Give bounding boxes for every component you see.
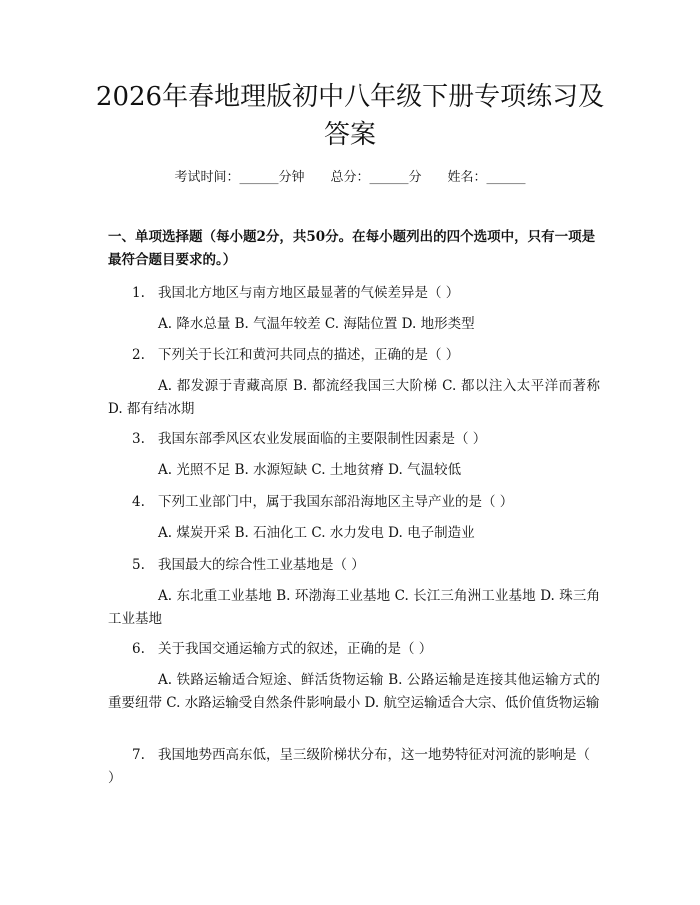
exam-meta	[0, 168, 700, 188]
question-stem	[108, 491, 600, 514]
question-number: 5.	[132, 557, 145, 573]
question-text: 关于我国交通运输方式的叙述，正确的是（ ）	[158, 641, 433, 657]
question-number: 7.	[132, 747, 145, 763]
question-options: A. 东北重工业基地 B. 环渤海工业基地 C. 长江三角洲工业基地 D. 珠三角工业基地	[108, 588, 600, 627]
question-stem	[108, 282, 600, 305]
question-options: A. 光照不足 B. 水源短缺 C. 土地贫瘠 D. 气温较低	[158, 462, 462, 478]
total-score-field: 总分：______分	[330, 170, 422, 185]
question-number: 1.	[132, 285, 145, 301]
question-options: A. 铁路运输适合短途、鲜活货物运输 B. 公路运输是连接其他运输方式的重要纽带 C. 水路运输受自然条件影响最小 D. 航空运输适合大宗、低价值货物运输	[108, 672, 600, 711]
question-text: 我国地势西高东低，呈三级阶梯状分布，这一地势特征对河流的影响是（ ）	[108, 747, 590, 786]
question-stem	[108, 554, 600, 577]
question-number: 4.	[132, 494, 145, 510]
question-number: 6.	[132, 641, 145, 657]
question-text: 下列工业部门中，属于我国东部沿海地区主导产业的是（ ）	[158, 494, 514, 510]
student-name-field: 姓名：______	[447, 170, 526, 185]
question-stem	[108, 344, 600, 367]
question-stem	[108, 638, 600, 661]
question-number: 2.	[132, 347, 145, 363]
question-options: A. 煤炭开采 B. 石油化工 C. 水力发电 D. 电子制造业	[158, 525, 475, 541]
question-number: 3.	[132, 431, 145, 447]
question-options: A. 都发源于青藏高原 B. 都流经我国三大阶梯 C. 都以注入太平洋而著称 D. 都有结冰期	[108, 378, 600, 417]
question-options: A. 降水总量 B. 气温年较差 C. 海陆位置 D. 地形类型	[158, 316, 475, 332]
question-text: 我国东部季风区农业发展面临的主要限制性因素是（ ）	[158, 431, 487, 447]
question-text: 我国北方地区与南方地区最显著的气候差异是（ ）	[158, 285, 460, 301]
document-title: 2026年春地理版初中八年级下册专项练习及答案	[95, 82, 605, 150]
exam-time-field: 考试时间：______分钟	[174, 170, 305, 185]
section-heading: 一、单项选择题（每小题2分，共50分。在每小题列出的四个选项中，只有一项是最符合题目要求的。）	[108, 229, 596, 268]
question-stem	[108, 428, 600, 451]
question-text: 我国最大的综合性工业基地是（ ）	[158, 557, 365, 573]
question-text: 下列关于长江和黄河共同点的描述，正确的是（ ）	[158, 347, 460, 363]
question-stem	[108, 744, 600, 790]
